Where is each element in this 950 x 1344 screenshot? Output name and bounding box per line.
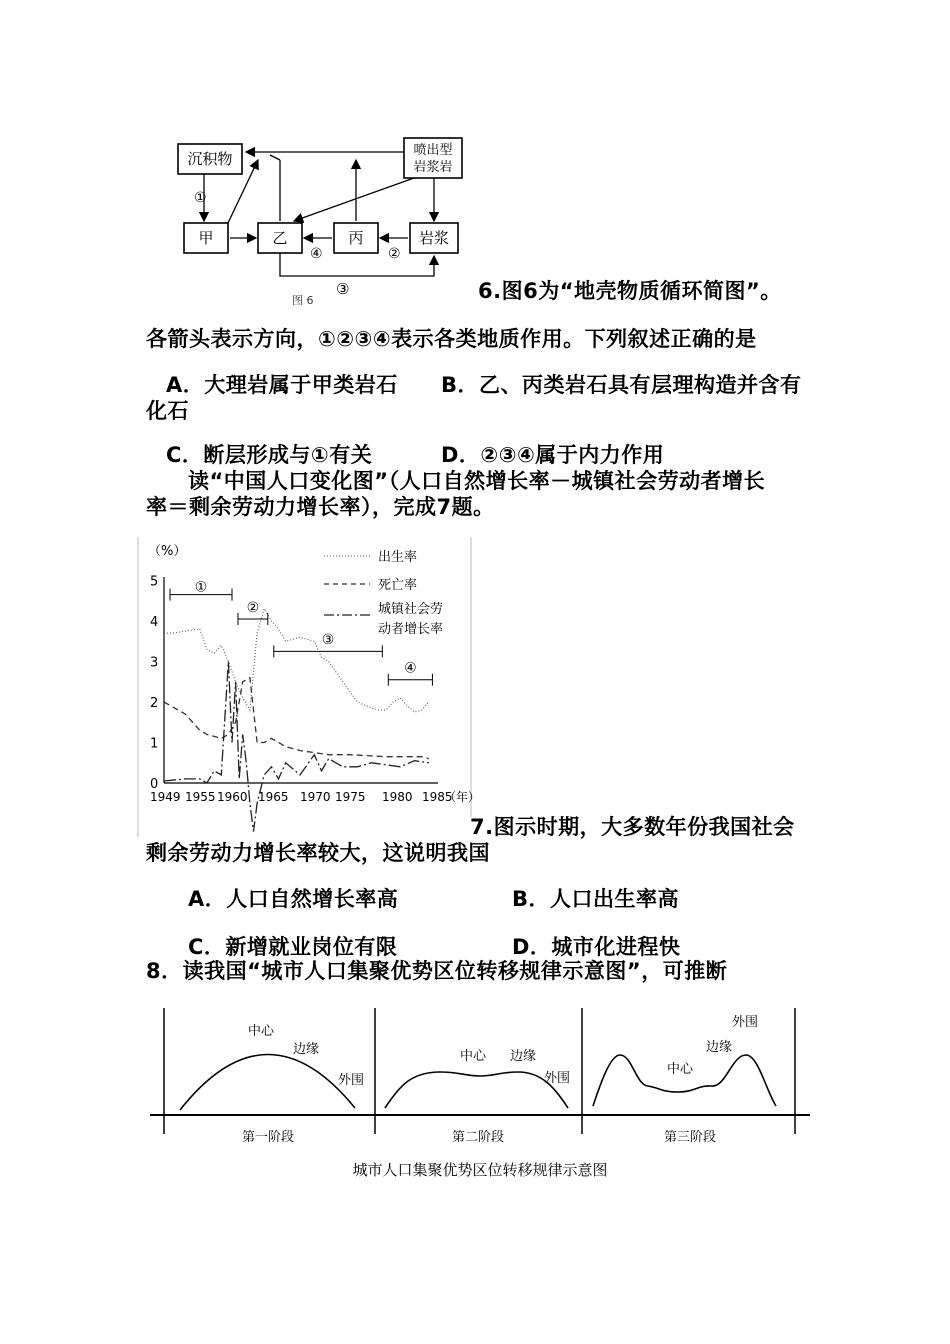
label-2: ②: [388, 246, 401, 262]
y-tick-label: 2: [150, 696, 159, 711]
q7-line1: 7.图示时期，大多数年份我国社会: [470, 815, 795, 839]
x-tick-label: 1960: [217, 790, 248, 804]
stage1-label: 第一阶段: [241, 1130, 295, 1145]
series-line-2: [164, 662, 429, 832]
label-1: ①: [194, 190, 207, 206]
stage3-center: 中心: [667, 1062, 694, 1077]
population-chart: [138, 537, 481, 837]
q8-line1: 8．读我国“城市人口集聚优势区位转移规律示意图”，可推断: [146, 959, 728, 983]
legend-death: 死亡率: [378, 578, 418, 593]
q7-line2: 剩余劳动力增长率较大，这说明我国: [146, 841, 490, 865]
stage3-edge: 边缘: [706, 1040, 733, 1055]
x-tick-label: 1949: [150, 790, 181, 804]
y-axis-label: （%）: [148, 544, 187, 559]
stage1-center: 中心: [248, 1024, 275, 1039]
period-label: ②: [246, 599, 260, 616]
label-4: ④: [310, 246, 323, 262]
stage2-outer: 外围: [544, 1071, 571, 1086]
q7-option-d: D．城市化进程快: [512, 935, 681, 959]
stage1-outer: 外围: [338, 1073, 365, 1088]
box-sediment-label: 沉积物: [187, 150, 233, 168]
q7-option-b: B．人口出生率高: [512, 887, 680, 911]
y-tick-label: 0: [150, 777, 159, 792]
legend-labor-1: 城镇社会劳: [378, 602, 444, 617]
stage1-edge: 边缘: [293, 1042, 320, 1057]
box-magma-label: 岩浆: [418, 229, 450, 247]
box-volcanic-label-1: 喷出型: [413, 143, 453, 158]
label-3: ③: [336, 280, 350, 298]
box-volcanic-label-2: 岩浆岩: [413, 160, 453, 175]
stage3-label: 第三阶段: [663, 1130, 717, 1145]
q6-line1: 6.图6为“地壳物质循环简图”。: [478, 279, 782, 303]
q7-option-c: C．新增就业岗位有限: [188, 935, 398, 959]
x-tick-label: 1970: [300, 790, 331, 804]
city-diagram-caption: 城市人口集聚优势区位转移规律示意图: [352, 1161, 608, 1179]
rock-arrow-yi-up: [270, 155, 280, 160]
stage2-center: 中心: [460, 1049, 487, 1064]
q6-option-d: D．②③④属于内力作用: [441, 443, 665, 467]
series-line-1: [164, 678, 429, 759]
stage1-curve: [180, 1054, 355, 1110]
y-tick-label: 4: [150, 615, 159, 630]
legend-labor-2: 动者增长率: [378, 622, 444, 637]
period-label: ④: [404, 660, 417, 677]
intro7-line2: 率＝剩余劳动力增长率），完成7题。: [146, 495, 495, 519]
stage2-edge: 边缘: [510, 1049, 537, 1064]
period-label: ①: [194, 579, 208, 596]
caption-fragment: 图 6: [292, 294, 314, 307]
x-tick-label: 1980: [382, 790, 413, 804]
q6-option-b-cont: 化石: [146, 399, 189, 423]
q6-line2: 各箭头表示方向，①②③④表示各类地质作用。下列叙述正确的是: [146, 327, 757, 351]
q6-option-a: A．大理岩属于甲类岩石: [166, 373, 398, 397]
q7-option-a: A．人口自然增长率高: [188, 887, 399, 911]
box-jia-label: 甲: [198, 229, 214, 247]
q6-option-c: C．断层形成与①有关: [166, 443, 373, 467]
stage2-curve: [385, 1071, 571, 1108]
x-tick-label: 1955: [185, 790, 216, 804]
q6-option-b: B．乙、丙类岩石具有层理构造并含有: [441, 373, 802, 397]
x-axis-unit: （年）: [444, 790, 481, 804]
intro7-line1: 读“中国人口变化图”（人口自然增长率－城镇社会劳动者增长: [188, 469, 766, 493]
box-bing-label: 丙: [348, 229, 364, 247]
legend-birth: 出生率: [378, 550, 418, 565]
box-yi-label: 乙: [272, 229, 288, 247]
x-tick-label: 1985: [422, 790, 453, 804]
x-tick-label: 1965: [258, 790, 289, 804]
period-label: ③: [321, 632, 335, 649]
stage2-label: 第二阶段: [451, 1130, 505, 1145]
x-tick-label: 1975: [335, 790, 366, 804]
city-population-diagram: [150, 1000, 810, 1190]
stage3-outer: 外围: [732, 1015, 759, 1030]
rock-cycle-diagram: [170, 130, 470, 305]
y-tick-label: 1: [150, 736, 159, 752]
y-tick-label: 5: [150, 574, 159, 590]
y-tick-label: 3: [150, 655, 159, 671]
